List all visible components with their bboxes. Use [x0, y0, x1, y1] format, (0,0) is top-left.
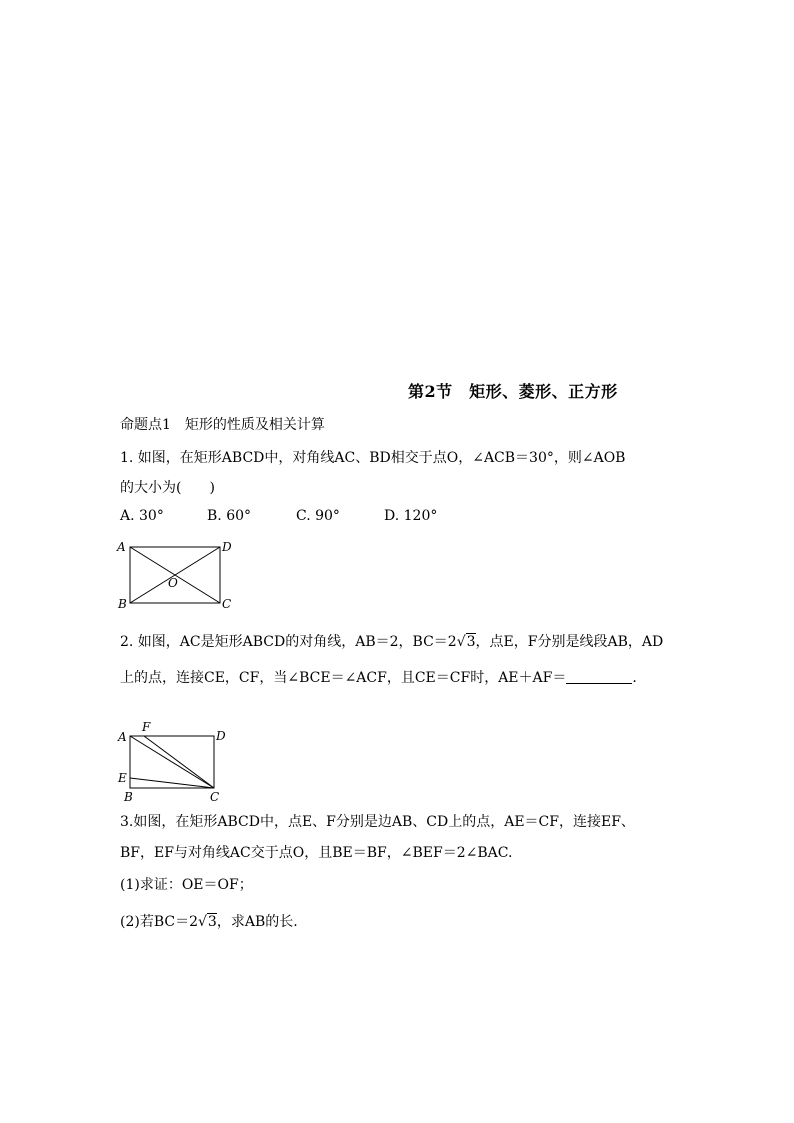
sqrt-symbol: √3 [456, 634, 476, 650]
label-b: B [118, 597, 127, 611]
q2-line2-text: 上的点，连接CE，CF，当∠BCE＝∠ACF，且CE＝CF时，AE＋AF＝ [120, 670, 567, 686]
q2-line1-b: ，点E，F分别是线段AB，AD [475, 634, 664, 650]
sqrt-symbol: √3 [198, 914, 217, 930]
q3-text-line1: 3.如图，在矩形ABCD中，点E、F分别是边AB、CD上的点，AE＝CF，连接EF、 [120, 814, 635, 830]
q3-text-line2: BF，EF与对角线AC交于点O，且BE＝BF，∠BEF＝2∠BAC. [120, 845, 513, 861]
q1-option-a: A. 30° [120, 508, 164, 524]
q3-part1: (1)求证：OE＝OF； [120, 877, 253, 893]
label-b: B [124, 790, 133, 804]
segment-ce [130, 778, 214, 788]
label-e: E [118, 771, 127, 785]
section-title: 第2节 矩形、菱形、正方形 [408, 382, 618, 401]
q1-text-line2: 的大小为( ) [120, 480, 215, 496]
q2-radicand: 3 [466, 634, 476, 650]
q1-option-d: D. 120° [384, 508, 438, 524]
q2-line1-a: 2. 如图，AC是矩形ABCD的对角线，AB＝2，BC＝2 [120, 634, 457, 650]
answer-blank[interactable] [566, 669, 632, 684]
label-d: D [222, 540, 232, 554]
q1-option-c: C. 90° [296, 508, 340, 524]
label-o: O [168, 576, 178, 590]
segment-cf [144, 736, 214, 788]
q1-figure-rectangle [112, 535, 242, 613]
q2-text-line2 [120, 667, 637, 687]
q3-part2 [120, 911, 298, 931]
topic-heading: 命题点1 矩形的性质及相关计算 [120, 417, 325, 433]
label-c: C [210, 790, 220, 804]
q3-part2-a: (2)若BC＝2 [120, 914, 198, 930]
segment-ac [130, 736, 214, 788]
q1-option-b: B. 60° [207, 508, 252, 524]
label-d: D [216, 729, 226, 743]
q3-part2-b: ，求AB的长. [216, 914, 298, 930]
label-a: A [117, 540, 126, 554]
label-c: C [222, 597, 232, 611]
label-f: F [142, 720, 151, 734]
q2-figure-rectangle [112, 718, 232, 804]
label-a: A [118, 730, 127, 744]
q2-line2-end: . [632, 670, 637, 686]
q1-text-line1: 1. 如图，在矩形ABCD中，对角线AC、BD相交于点O，∠ACB＝30°，则∠AOB [120, 450, 626, 466]
q3-radicand: 3 [207, 914, 217, 930]
q2-text-line1 [120, 631, 663, 651]
